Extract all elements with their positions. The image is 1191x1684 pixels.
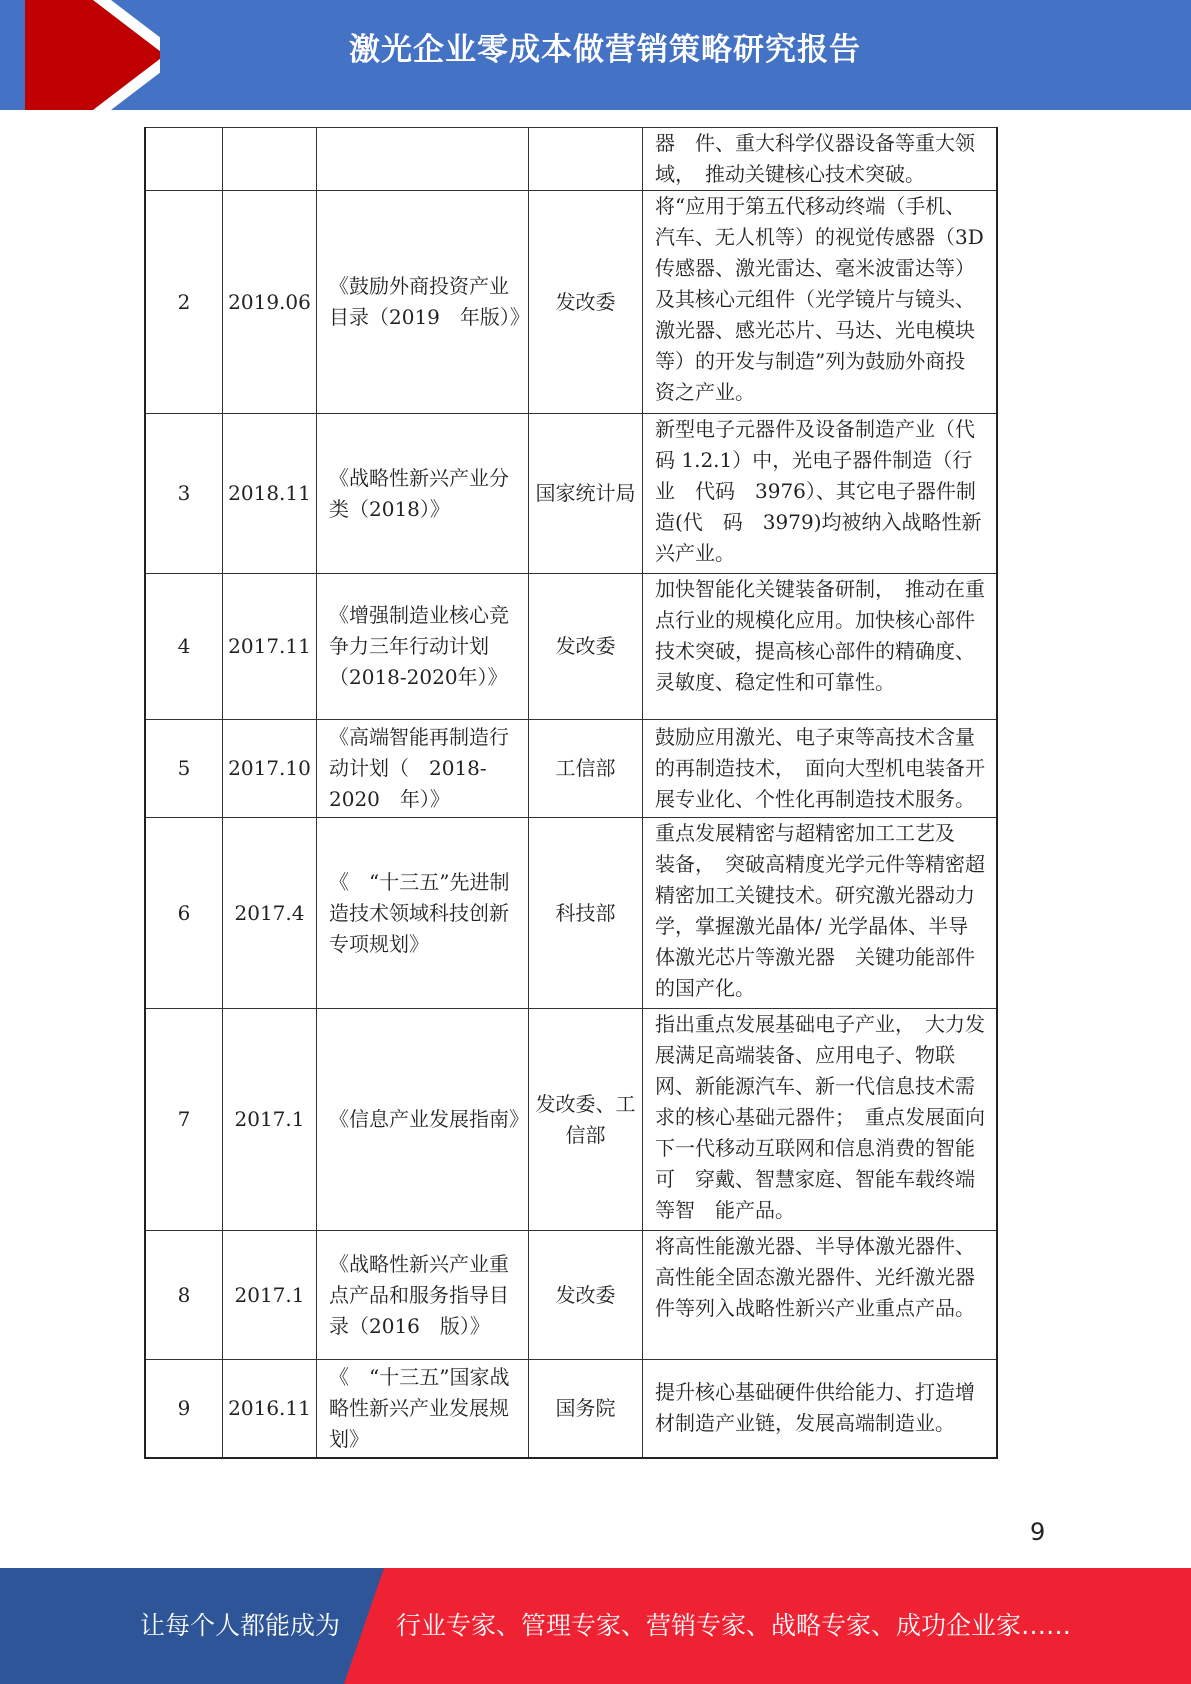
table-cell-description: 提升核心基础硬件供给能力、打造增材制造产业链，发展高端制造业。 bbox=[643, 1360, 997, 1458]
table-row bbox=[145, 574, 997, 720]
table-cell-name: 《战略性新兴产业分类（2018）》 bbox=[317, 414, 529, 574]
table-cell-no: 4 bbox=[145, 574, 223, 720]
table-row bbox=[145, 191, 997, 414]
table-cell-name: 《 “十三五”先进制造技术领域科技创新 专项规划》 bbox=[317, 818, 529, 1009]
table-row bbox=[145, 1009, 997, 1231]
header-banner bbox=[0, 0, 1191, 110]
table-cell-no: 3 bbox=[145, 414, 223, 574]
table-row bbox=[145, 1231, 997, 1360]
table-cell-date: 2017.4 bbox=[223, 818, 317, 1009]
table-cell-dept: 发改委 bbox=[529, 574, 643, 720]
table-row bbox=[145, 720, 997, 818]
footer-banner bbox=[0, 1568, 1191, 1684]
table-row bbox=[145, 414, 997, 574]
table-cell-dept: 国务院 bbox=[529, 1360, 643, 1458]
table-row bbox=[145, 1360, 997, 1458]
table-cell-no: 8 bbox=[145, 1231, 223, 1360]
footer-slogan-right: 行业专家、管理专家、营销专家、战略专家、成功企业家…… bbox=[396, 1611, 1072, 1640]
table-cell-description: 将“应用于第五代移动终端（手机、 汽车、无人机等）的视觉传感器（3D 传感器、激光雷达、毫米波雷达等）及其核心元组件（光学镜片与镜头、 激光器、感光芯片、马达、光电模块 等）的开发与制造”列为鼓励外商投 资之产业。 bbox=[643, 191, 997, 414]
chevron-arrow-icon bbox=[0, 0, 160, 110]
page-number: 9 bbox=[1030, 1518, 1046, 1546]
table-cell-description: 鼓励应用激光、电子束等高技术含量的再制造技术， 面向大型机电装备开展专业化、个性化再制造技术服务。 bbox=[643, 720, 997, 818]
table-cell-name: 《增强制造业核心竞争力三年行动计划（2018-2020年）》 bbox=[317, 574, 529, 720]
table-cell-dept: 工信部 bbox=[529, 720, 643, 818]
table-cell-name: 《鼓励外商投资产业目录（2019 年版）》 bbox=[317, 191, 529, 414]
table-cell-no: 2 bbox=[145, 191, 223, 414]
table-cell-date: 2019.06 bbox=[223, 191, 317, 414]
table-cell-date: 2017.10 bbox=[223, 720, 317, 818]
table-cell-date: 2018.11 bbox=[223, 414, 317, 574]
footer-slogan-left: 让每个人都能成为 bbox=[140, 1611, 341, 1640]
table-cell-name: 《战略性新兴产业重点产品和服务指导目 录（2016 版）》 bbox=[317, 1231, 529, 1360]
table-cell-description: 重点发展精密与超精密加工工艺及 装备， 突破高精度光学元件等精密超 精密加工关键技术。研究激光器动力学，掌握激光晶体/ 光学晶体、半导体激光芯片等激光器 关键功能部件的国产化。 bbox=[643, 818, 997, 1009]
table-cell-date: 2017.1 bbox=[223, 1231, 317, 1360]
table-cell-description: 新型电子元器件及设备制造产业（代 码 1.2.1）中，光电子器件制造（行业 代码 3976）、其它电子器件制造(代 码 3979)均被纳入战略性新兴产业。 bbox=[643, 414, 997, 574]
table-cell-dept: 科技部 bbox=[529, 818, 643, 1009]
table-row bbox=[145, 128, 997, 191]
policy-table bbox=[144, 127, 1005, 1459]
table-cell-dept: 发改委、工信部 bbox=[529, 1009, 643, 1231]
table-cell-no: 7 bbox=[145, 1009, 223, 1231]
table-cell-no: 5 bbox=[145, 720, 223, 818]
table-cell-dept: 发改委 bbox=[529, 191, 643, 414]
table-cell-description: 指出重点发展基础电子产业， 大力发展满足高端装备、应用电子、物联网、新能源汽车、新一代信息技术需求的核心基础元器件； 重点发展面向下一代移动互联网和信息消费的智能可 穿戴、智慧家庭、智能车载终端等智 能产品。 bbox=[643, 1009, 997, 1231]
table-cell-dept: 国家统计局 bbox=[529, 414, 643, 574]
table-cell-description: 将高性能激光器、半导体激光器件、高性能全固态激光器件、光纤激光器件等列入战略性新兴产业重点产品。 bbox=[643, 1231, 997, 1360]
table-cell-name: 《高端智能再制造行动计划（ 2018-2020 年）》 bbox=[317, 720, 529, 818]
table-cell-name: 《信息产业发展指南》 bbox=[317, 1009, 529, 1231]
table-cell-description: 加快智能化关键装备研制， 推动在重点行业的规模化应用。加快核心部件技术突破，提高核心部件的精确度、灵敏度、稳定性和可靠性。 bbox=[643, 574, 997, 720]
table-cell-description: 器 件、重大科学仪器设备等重大领域， 推动关键核心技术突破。 bbox=[643, 128, 997, 191]
table-cell-dept: 发改委 bbox=[529, 1231, 643, 1360]
table-cell-date: 2017.1 bbox=[223, 1009, 317, 1231]
table-cell-name: 《 “十三五”国家战略性新兴产业发展规 划》 bbox=[317, 1360, 529, 1458]
table-cell-no: 9 bbox=[145, 1360, 223, 1458]
report-title: 激光企业零成本做营销策略研究报告 bbox=[349, 32, 861, 68]
table-cell-date: 2017.11 bbox=[223, 574, 317, 720]
table-cell-no: 6 bbox=[145, 818, 223, 1009]
table-cell-date: 2016.11 bbox=[223, 1360, 317, 1458]
table-row bbox=[145, 818, 997, 1009]
